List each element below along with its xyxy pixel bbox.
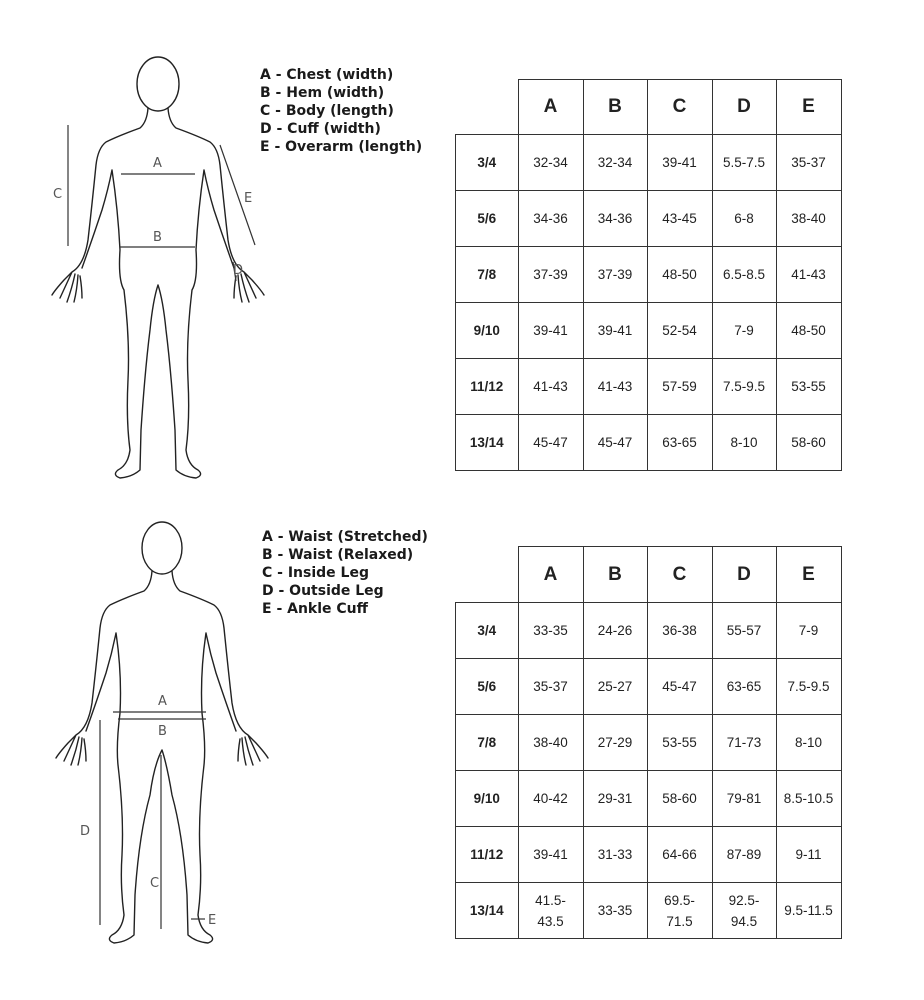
size-label: 3/4	[456, 135, 519, 191]
size-value: 37-39	[583, 247, 647, 303]
size-value: 39-41	[647, 135, 712, 191]
size-value: 55-57	[712, 603, 776, 659]
top-body-outline	[0, 40, 300, 510]
size-label: 11/12	[456, 359, 519, 415]
size-value: 57-59	[647, 359, 712, 415]
size-label: 9/10	[456, 771, 519, 827]
size-value: 41.5- 43.5	[518, 883, 583, 939]
size-value: 29-31	[583, 771, 647, 827]
size-value: 38-40	[518, 715, 583, 771]
bottom-legend	[262, 528, 428, 618]
size-label: 9/10	[456, 303, 519, 359]
size-value: 7.5-9.5	[712, 359, 776, 415]
top-body-figure	[0, 40, 300, 510]
legend-item: A - Waist (Stretched)	[262, 529, 428, 545]
marker-d: D	[80, 824, 91, 839]
size-value: 39-41	[583, 303, 647, 359]
table-row	[456, 715, 842, 771]
size-label: 7/8	[456, 247, 519, 303]
table-row	[456, 135, 842, 191]
size-value: 7.5-9.5	[776, 659, 841, 715]
table-row	[456, 827, 842, 883]
size-value: 35-37	[776, 135, 841, 191]
size-value: 41-43	[776, 247, 841, 303]
size-value: 92.5- 94.5	[712, 883, 776, 939]
marker-c: C	[53, 187, 63, 202]
legend-item: B - Hem (width)	[260, 85, 385, 101]
size-value: 36-38	[647, 603, 712, 659]
size-value: 25-27	[583, 659, 647, 715]
size-value: 9.5-11.5	[776, 883, 841, 939]
marker-e: E	[208, 913, 217, 928]
column-header: C	[647, 80, 712, 135]
size-label: 5/6	[456, 659, 519, 715]
size-label: 11/12	[456, 827, 519, 883]
top-size-table	[455, 79, 842, 471]
legend-item: C - Body (length)	[260, 103, 394, 119]
marker-b: B	[153, 230, 162, 245]
size-value: 53-55	[776, 359, 841, 415]
size-value: 33-35	[518, 603, 583, 659]
size-value: 52-54	[647, 303, 712, 359]
marker-d: D	[233, 263, 244, 278]
marker-e: E	[244, 191, 253, 206]
size-value: 58-60	[776, 415, 841, 471]
legend-item: D - Outside Leg	[262, 583, 384, 599]
size-value: 5.5-7.5	[712, 135, 776, 191]
size-value: 27-29	[583, 715, 647, 771]
marker-c: C	[150, 876, 160, 891]
table-row	[456, 771, 842, 827]
size-value: 32-34	[583, 135, 647, 191]
legend-item: A - Chest (width)	[260, 67, 394, 83]
size-value: 8-10	[712, 415, 776, 471]
size-value: 6-8	[712, 191, 776, 247]
size-value: 53-55	[647, 715, 712, 771]
column-header: E	[776, 547, 841, 603]
column-header: B	[583, 547, 647, 603]
size-value: 43-45	[647, 191, 712, 247]
table-row	[456, 603, 842, 659]
table-row	[456, 359, 842, 415]
column-header: C	[647, 547, 712, 603]
size-value: 33-35	[583, 883, 647, 939]
top-legend	[260, 66, 422, 156]
size-value: 87-89	[712, 827, 776, 883]
size-value: 35-37	[518, 659, 583, 715]
marker-a: A	[158, 694, 167, 709]
size-label: 5/6	[456, 191, 519, 247]
size-value: 37-39	[518, 247, 583, 303]
bottom-body-figure	[0, 515, 300, 985]
legend-item: C - Inside Leg	[262, 565, 369, 581]
bottom-body-outline	[0, 515, 300, 985]
marker-b: B	[158, 724, 167, 739]
size-value: 71-73	[712, 715, 776, 771]
table-row	[456, 247, 842, 303]
size-value: 63-65	[647, 415, 712, 471]
size-value: 69.5- 71.5	[647, 883, 712, 939]
size-value: 6.5-8.5	[712, 247, 776, 303]
column-header: A	[518, 547, 583, 603]
size-label: 13/14	[456, 415, 519, 471]
size-value: 48-50	[647, 247, 712, 303]
size-value: 34-36	[583, 191, 647, 247]
size-value: 41-43	[518, 359, 583, 415]
size-value: 58-60	[647, 771, 712, 827]
table-row	[456, 303, 842, 359]
size-value: 7-9	[776, 603, 841, 659]
legend-item: E - Overarm (length)	[260, 139, 423, 155]
size-value: 8.5-10.5	[776, 771, 841, 827]
size-value: 64-66	[647, 827, 712, 883]
legend-item: B - Waist (Relaxed)	[262, 547, 414, 563]
size-value: 38-40	[776, 191, 841, 247]
marker-a: A	[153, 156, 162, 171]
table-row	[456, 659, 842, 715]
size-value: 41-43	[583, 359, 647, 415]
size-value: 63-65	[712, 659, 776, 715]
table-row	[456, 191, 842, 247]
size-label: 7/8	[456, 715, 519, 771]
size-value: 31-33	[583, 827, 647, 883]
column-header: A	[518, 80, 583, 135]
size-value: 8-10	[776, 715, 841, 771]
column-header: B	[583, 80, 647, 135]
table-row	[456, 883, 842, 939]
size-label: 13/14	[456, 883, 519, 939]
column-header: D	[712, 80, 776, 135]
column-header: D	[712, 547, 776, 603]
size-value: 45-47	[583, 415, 647, 471]
size-value: 9-11	[776, 827, 841, 883]
size-value: 34-36	[518, 191, 583, 247]
bottom-size-table	[455, 546, 842, 939]
size-value: 32-34	[518, 135, 583, 191]
size-value: 45-47	[518, 415, 583, 471]
size-value: 24-26	[583, 603, 647, 659]
legend-item: D - Cuff (width)	[260, 121, 381, 137]
size-value: 39-41	[518, 303, 583, 359]
size-value: 48-50	[776, 303, 841, 359]
size-value: 79-81	[712, 771, 776, 827]
column-header: E	[776, 80, 841, 135]
table-corner	[456, 80, 519, 135]
size-value: 39-41	[518, 827, 583, 883]
size-label: 3/4	[456, 603, 519, 659]
legend-item: E - Ankle Cuff	[262, 601, 368, 617]
size-value: 40-42	[518, 771, 583, 827]
size-value: 7-9	[712, 303, 776, 359]
table-row	[456, 415, 842, 471]
table-corner	[456, 547, 519, 603]
size-value: 45-47	[647, 659, 712, 715]
